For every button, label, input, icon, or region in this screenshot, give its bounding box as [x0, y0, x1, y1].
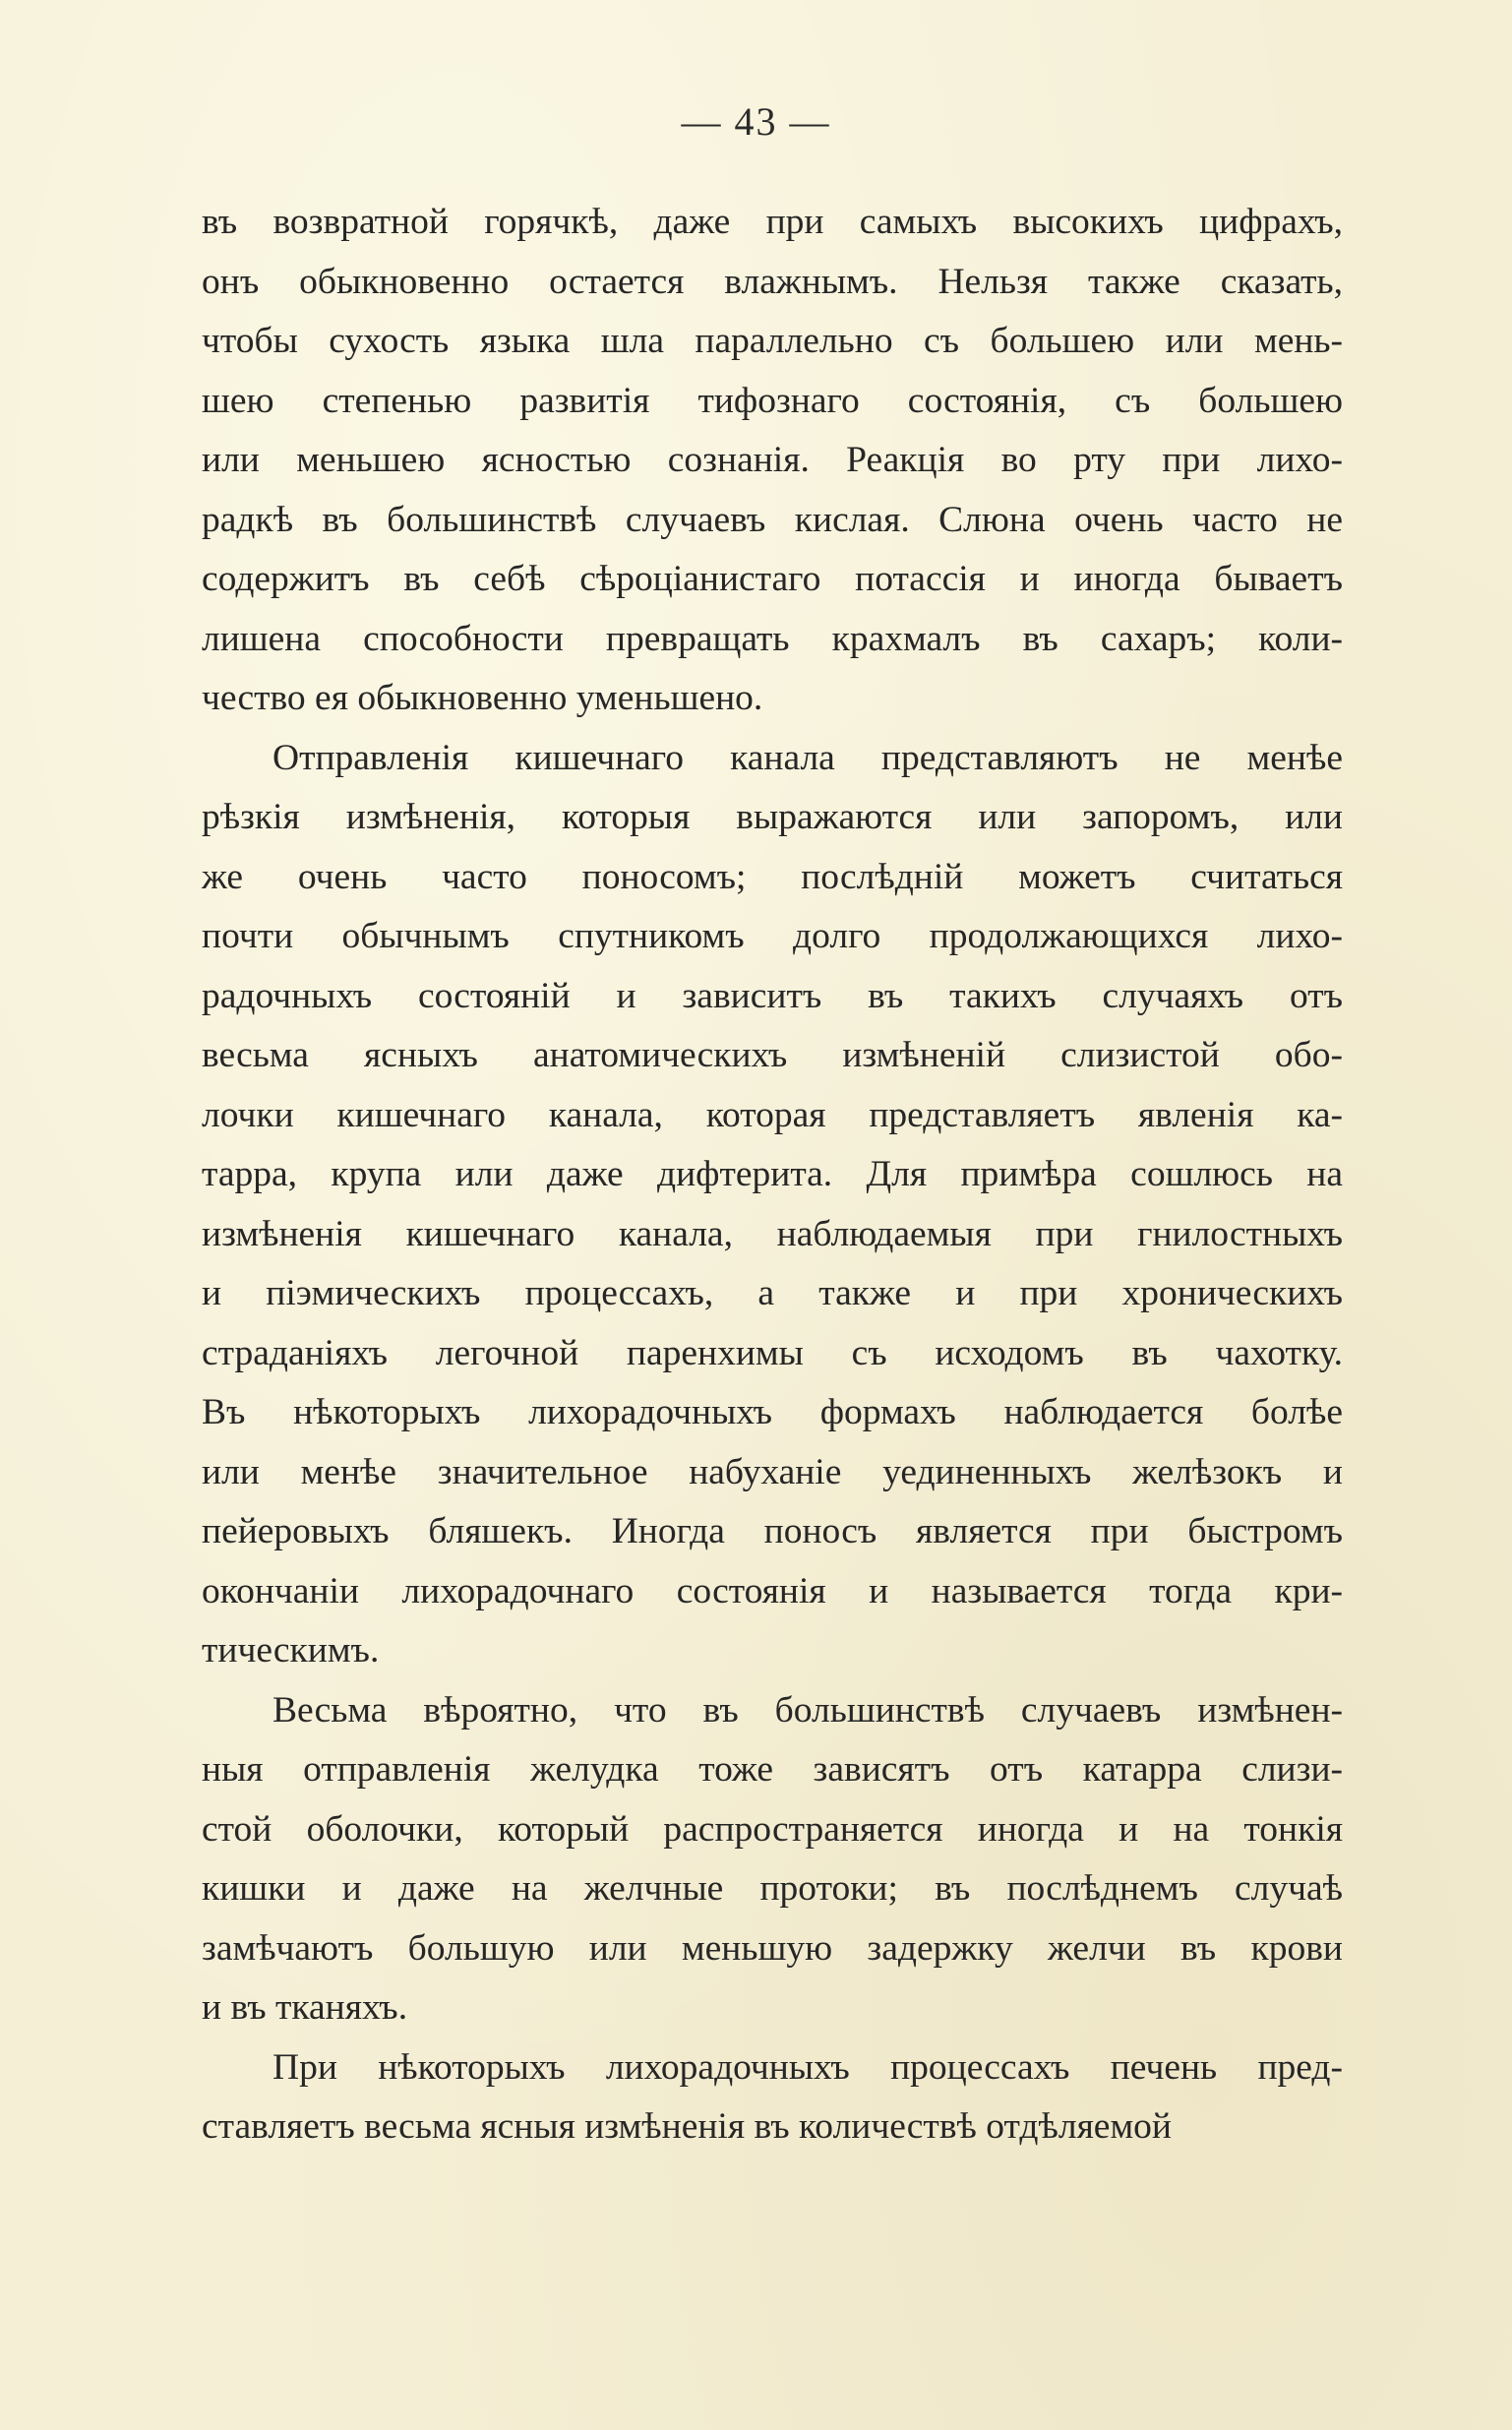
text-line: ныя отправленія желудка тоже зависятъ отъ катарра слизи- — [202, 1749, 1343, 1790]
paragraph — [202, 729, 1343, 1681]
text-line: Въ нѣкоторыхъ лихорадочныхъ формахъ наблюдается болѣе — [202, 1392, 1343, 1432]
text-line: страданіяхъ легочной паренхимы съ исходомъ въ чахотку. — [202, 1332, 1343, 1373]
text-line: шею степенью развитія тифознаго состоянія, съ большею — [202, 380, 1343, 421]
text-line: лишена способности превращать крахмалъ въ сахаръ; коли- — [202, 618, 1343, 659]
paragraph — [202, 193, 1343, 729]
text-line: или менѣе значительное набуханіе уединенныхъ желѣзокъ и — [202, 1451, 1343, 1492]
text-line: чество ея обыкновенно уменьшено. — [202, 678, 763, 718]
text-line: тарра, крупа или даже дифтерита. Для примѣра сошлюсь на — [202, 1154, 1343, 1194]
text-line: кишки и даже на желчные протоки; въ послѣднемъ случаѣ — [202, 1868, 1343, 1909]
text-line: же очень часто поносомъ; послѣдній можетъ считаться — [202, 856, 1343, 897]
text-line: окончаніи лихорадочнаго состоянія и называется тогда кри- — [202, 1570, 1343, 1611]
text-line: лочки кишечнаго канала, которая представляетъ явленія ка- — [202, 1094, 1343, 1135]
text-line: При нѣкоторыхъ лихорадочныхъ процессахъ печень пред- — [272, 2046, 1343, 2088]
text-line: Отправленія кишечнаго канала представляютъ не менѣе — [272, 737, 1343, 778]
text-line: стой оболочки, который распространяется иногда и на тонкія — [202, 1808, 1343, 1850]
text-line: замѣчаютъ большую или меньшую задержку желчи въ крови — [202, 1927, 1343, 1969]
page-number: — 43 — — [681, 99, 831, 144]
text-line: Весьма вѣроятно, что въ большинствѣ случаевъ измѣнен- — [272, 1689, 1343, 1731]
text-line: или меньшею ясностью сознанія. Реакція во рту при лихо- — [202, 440, 1343, 480]
body-text — [202, 193, 1343, 2157]
paragraph — [202, 2038, 1343, 2157]
text-line: онъ обыкновенно остается влажнымъ. Нельзя также сказать, — [202, 261, 1343, 302]
text-line: почти обычнымъ спутникомъ долго продолжающихся лихо- — [202, 916, 1343, 956]
text-line: рѣзкія измѣненія, которыя выражаются или запоромъ, или — [202, 797, 1343, 837]
paragraph — [202, 1681, 1343, 2038]
text-line: въ возвратной горячкѣ, даже при самыхъ высокихъ цифрахъ, — [202, 202, 1343, 242]
text-line: радочныхъ состояній и зависитъ въ такихъ случаяхъ отъ — [202, 975, 1343, 1016]
text-line: измѣненія кишечнаго канала, наблюдаемыя при гнилостныхъ — [202, 1213, 1343, 1254]
text-line: и піэмическихъ процессахъ, а также и при хроническихъ — [202, 1273, 1343, 1313]
text-line: радкѣ въ большинствѣ случаевъ кислая. Слюна очень часто не — [202, 499, 1343, 540]
text-line: и въ тканяхъ. — [202, 1987, 408, 2028]
text-line: содержитъ въ себѣ сѣроціанистаго потассія и иногда бываетъ — [202, 559, 1343, 599]
text-line: пейеровыхъ бляшекъ. Иногда поносъ является при быстромъ — [202, 1511, 1343, 1551]
text-line: чтобы сухость языка шла параллельно съ большею или мень- — [202, 321, 1343, 361]
text-line: тическимъ. — [202, 1630, 380, 1671]
text-line: весьма ясныхъ анатомическихъ измѣненій слизистой обо- — [202, 1035, 1343, 1075]
text-line: ставляетъ весьма ясныя измѣненія въ количествѣ отдѣляемой — [202, 2106, 1173, 2147]
